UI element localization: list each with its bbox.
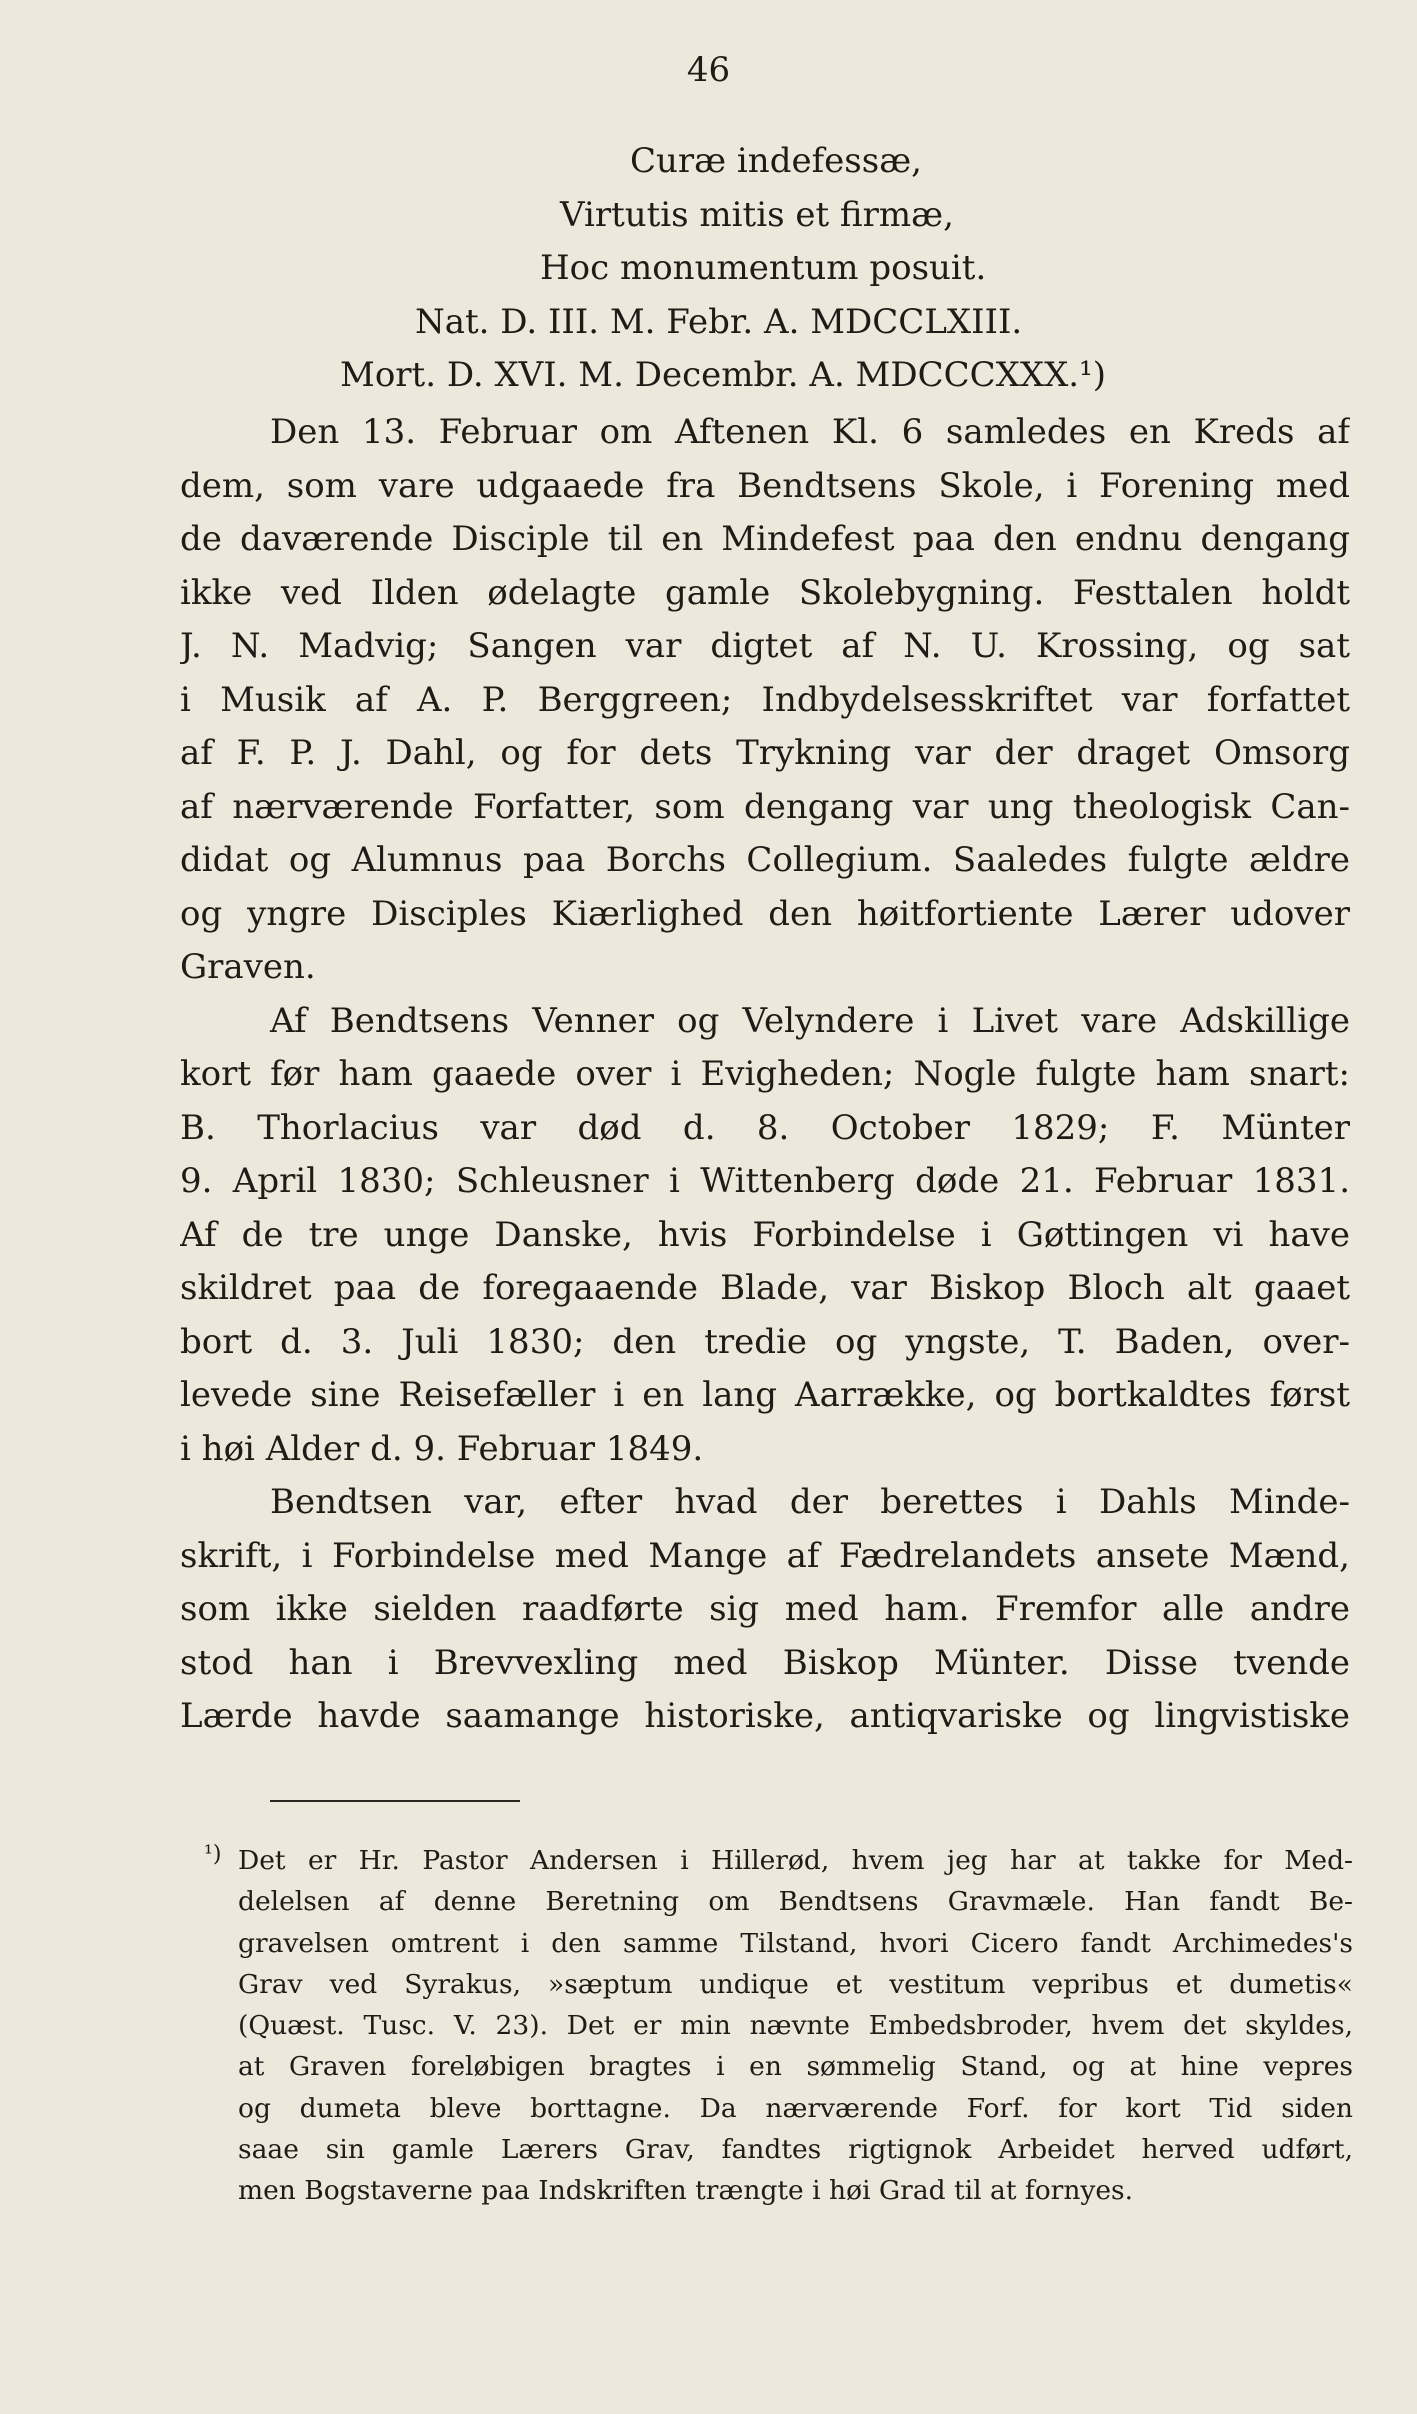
- text-line: Af Bendtsens Venner og Velyndere i Livet vare Adskillige: [270, 1000, 1350, 1041]
- text-line: bort d. 3. Juli 1830; den tredie og yngste, T. Baden, over-: [180, 1321, 1350, 1362]
- epitaph-inscription: [180, 135, 1350, 403]
- text-line: skildret paa de foregaaende Blade, var Biskop Bloch alt gaaet: [180, 1268, 1350, 1308]
- text-line: levede sine Reisefæller i en lang Aarrække, og bortkaldtes først: [180, 1375, 1350, 1415]
- text-line: af F. P. J. Dahl, og for dets Trykning var der draget Omsorg: [180, 733, 1350, 773]
- text-line: ikke ved Ilden ødelagte gamle Skolebygning. Festtalen holdt: [180, 572, 1350, 613]
- page-number: 46: [686, 50, 731, 90]
- inscription-line: Nat. D. III. M. Febr. A. MDCCLXIII.: [415, 301, 1023, 342]
- text-line: af nærværende Forfatter, som dengang var ung theologisk Can-: [180, 786, 1350, 827]
- text-line: J. N. Madvig; Sangen var digtet af N. U. Krossing, og sat: [180, 626, 1350, 666]
- footnote-line: gravelsen omtrent i den samme Tilstand, hvori Cicero fandt Archimedes's: [238, 1927, 1353, 1959]
- footnote-line: at Graven foreløbigen bragtes i en sømmelig Stand, og at hine vepres: [238, 2051, 1353, 2083]
- footnote-divider: [270, 1800, 520, 1802]
- text-line: som ikke sielden raadførte sig med ham. Fremfor alle andre: [180, 1589, 1350, 1629]
- footnote-line: Det er Hr. Pastor Andersen i Hillerød, hvem jeg har at takke for Med-: [238, 1845, 1353, 1876]
- footnote-line: men Bogstaverne paa Indskriften trængte i høi Grad til at fornyes.: [238, 2175, 1134, 2207]
- inscription-line: Hoc monumentum posuit.: [540, 248, 987, 288]
- text-line: 9. April 1830; Schleusner i Wittenberg døde 21. Februar 1831.: [180, 1161, 1350, 1201]
- text-line: i høi Alder d. 9. Februar 1849.: [180, 1428, 704, 1469]
- text-line: og yngre Disciples Kiærlighed den høitfortiente Lærer udover: [180, 893, 1350, 934]
- footnote-line: (Quæst. Tusc. V. 23). Det er min nævnte Embedsbroder, hvem det skyldes,: [238, 2010, 1353, 2042]
- footnote: [204, 1840, 1353, 2212]
- text-line: didat og Alumnus paa Borchs Collegium. Saaledes fulgte ældre: [180, 840, 1350, 880]
- text-line: i Musik af A. P. Berggreen; Indbydelsesskriftet var forfattet: [180, 679, 1350, 720]
- text-line: Den 13. Februar om Aftenen Kl. 6 samledes en Kreds af: [270, 412, 1350, 452]
- inscription-line: Curæ indefessæ,: [630, 141, 922, 181]
- inscription-line: Mort. D. XVI. M. Decembr. A. MDCCCXXX.¹): [340, 355, 1106, 395]
- text-line: stod han i Brevvexling med Biskop Münter. Disse tvende: [180, 1642, 1350, 1683]
- text-line: Af de tre unge Danske, hvis Forbindelse i Gøttingen vi have: [180, 1214, 1350, 1255]
- footnote-line: og dumeta bleve borttagne. Da nærværende Forf. for kort Tid siden: [238, 2092, 1353, 2124]
- body-text: [180, 406, 1350, 1744]
- text-line: de daværende Disciple til en Mindefest paa den endnu dengang: [180, 519, 1350, 559]
- text-line: Bendtsen var, efter hvad der berettes i Dahls Minde-: [270, 1482, 1350, 1522]
- text-line: Graven.: [180, 947, 316, 987]
- text-line: skrift, i Forbindelse med Mange af Fædrelandets ansete Mænd,: [180, 1535, 1350, 1576]
- footnote-marker: ¹): [204, 1842, 222, 1867]
- inscription-line: Virtutis mitis et firmæ,: [560, 194, 954, 235]
- text-line: B. Thorlacius var død d. 8. October 1829; F. Münter: [180, 1107, 1350, 1148]
- footnote-line: Grav ved Syrakus, »sæptum undique et vestitum vepribus et dumetis«: [238, 1968, 1353, 2000]
- footnote-line: saae sin gamle Lærers Grav, fandtes rigtignok Arbeidet herved udført,: [238, 2134, 1353, 2166]
- text-line: Lærde havde saamange historiske, antiqvariske og lingvistiske: [180, 1696, 1350, 1736]
- footnote-line: delelsen af denne Beretning om Bendtsens Gravmæle. Han fandt Be-: [238, 1886, 1353, 1918]
- text-line: dem, som vare udgaaede fra Bendtsens Skole, i Forening med: [180, 465, 1350, 506]
- text-line: kort før ham gaaede over i Evigheden; Nogle fulgte ham snart:: [180, 1054, 1350, 1094]
